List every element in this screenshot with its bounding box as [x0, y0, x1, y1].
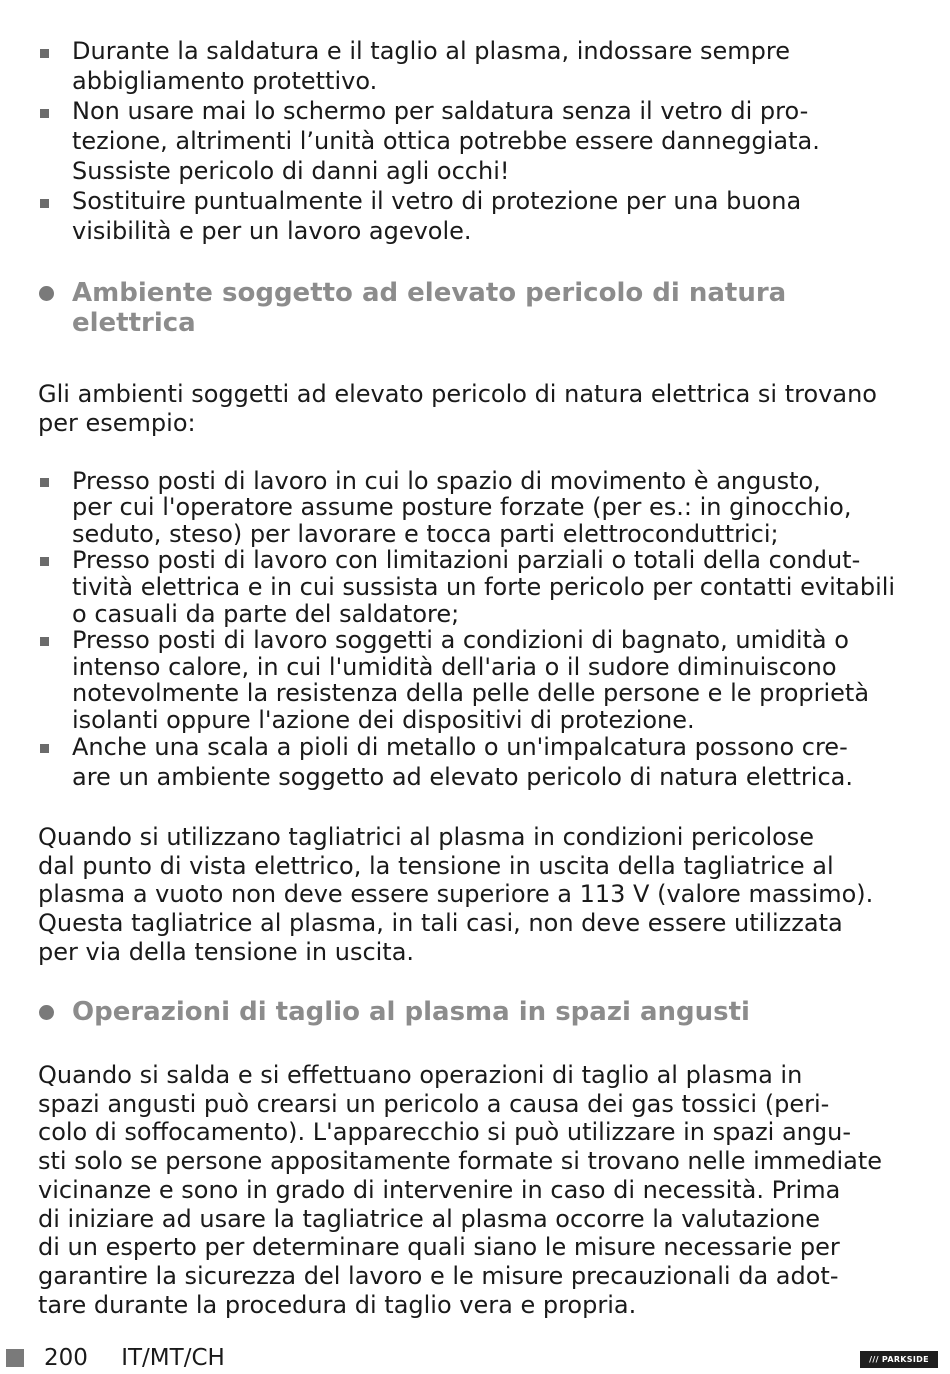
footer-marker-icon — [6, 1349, 24, 1367]
paragraph-confined-spaces: Quando si salda e si effettuano operazioni di taglio al plasma in spazi angusti può crearsi un pericolo a causa dei gas tossici (peri- colo di soffocamento). L'apparecchio si può utilizzare in spazi angu- sti solo se persone appositamente formate si trovano nelle immediate vicinanze e sono in grado di intervenire in caso di necessità. Prima di iniziare ad usare la tagliatrice al plasma occorre la valutazione di un esperto per determinare quali siano le misure necessarie per garantire la sicurezza del lavoro e le misure precauzionali da adot- tare durante la procedura di taglio vera e propria. — [38, 1060, 883, 1320]
list-item: Non usare mai lo schermo per saldatura senza il vetro di pro- tezione, altrimenti l’unità ottica potrebbe essere danneggiata. Sussiste pericolo di danni agli occhi! — [38, 96, 914, 186]
page-content — [38, 36, 914, 1320]
round-bullet-icon — [39, 1005, 54, 1020]
footer — [44, 1344, 251, 1372]
square-bullet-icon — [40, 557, 49, 566]
parkside-logo: /// PARKSIDE — [860, 1351, 938, 1368]
paragraph-intro: Gli ambienti soggetti ad elevato pericolo di natura elettrica si trovano per esempio: — [38, 380, 877, 437]
round-bullet-icon — [39, 286, 54, 301]
square-bullet-icon — [40, 109, 49, 118]
section-heading-confined-spaces: Operazioni di taglio al plasma in spazi angusti — [38, 997, 914, 1027]
list-item: Sostituire puntualmente il vetro di protezione per una buona visibilità e per un lavoro agevole. — [38, 186, 914, 246]
list-item: Presso posti di lavoro in cui lo spazio di movimento è angusto, per cui l'operatore assume posture forzate (per es.: in ginocchio, seduto, steso) per lavorare e tocca parti elettroconduttrici; — [38, 468, 914, 548]
list-item: Anche una scala a pioli di metallo o un'impalcatura possono cre- are un ambiente soggetto ad elevato pericolo di natura elettrica. — [38, 734, 914, 791]
square-bullet-icon — [40, 49, 49, 58]
list-item: Presso posti di lavoro con limitazioni parziali o totali della condut- tività elettrica e in cui sussista un forte pericolo per contatti evitabili o casuali da parte del saldatore; — [38, 547, 914, 627]
language-code: IT/MT/CH — [121, 1345, 225, 1371]
square-bullet-icon — [40, 744, 49, 753]
square-bullet-icon — [40, 637, 49, 646]
protective-measures-list — [38, 36, 914, 246]
square-bullet-icon — [40, 199, 49, 208]
hazardous-environments-list — [38, 468, 914, 791]
list-item: Presso posti di lavoro soggetti a condizioni di bagnato, umidità o intenso calore, in cui l'umidità dell'aria o il sudore diminuiscono notevolmente la resistenza della pelle delle persone e le proprietà isolanti oppure l'azione dei dispositivi di protezione. — [38, 627, 914, 733]
square-bullet-icon — [40, 478, 49, 487]
section-heading-electrical-hazard: Ambiente soggetto ad elevato pericolo di natura elettrica — [38, 278, 914, 338]
page-number: 200 — [44, 1345, 88, 1371]
paragraph-voltage-limit: Quando si utilizzano tagliatrici al plasma in condizioni pericolose dal punto di vista elettrico, la tensione in uscita della tagliatrice al plasma a vuoto non deve essere superiore a 113 V (valore massimo). Questa tagliatrice al plasma, in tali casi, non deve essere utilizzata per via della tensione in uscita. — [38, 822, 874, 966]
list-item: Durante la saldatura e il taglio al plasma, indossare sempre abbigliamento protettivo. — [38, 36, 914, 96]
